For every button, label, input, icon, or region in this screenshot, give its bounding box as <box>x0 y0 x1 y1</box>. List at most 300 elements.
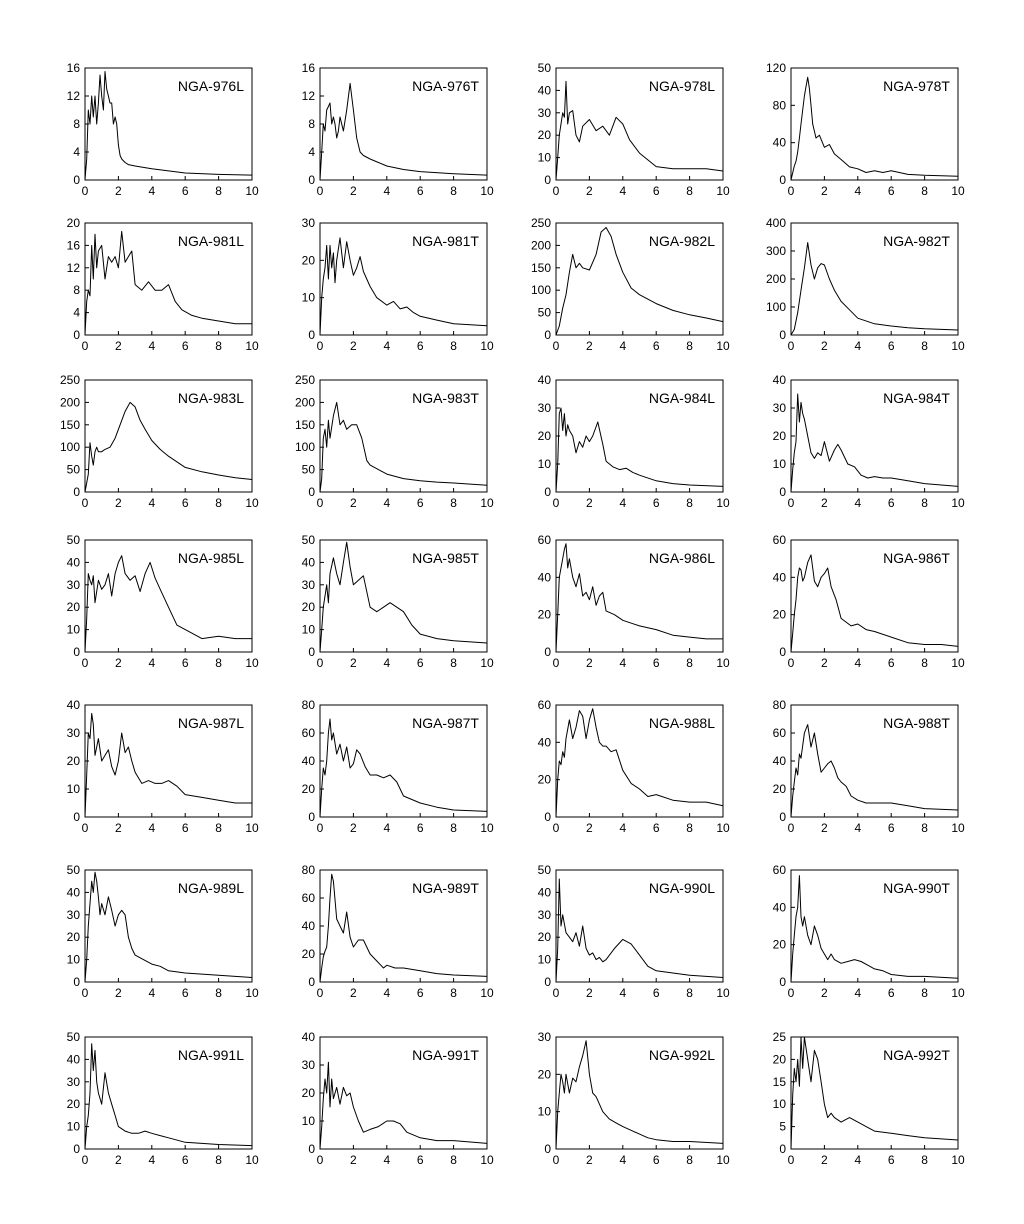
x-tick-label: 8 <box>921 656 928 670</box>
y-tick-label: 80 <box>772 698 786 712</box>
y-tick-label: 30 <box>301 1058 315 1072</box>
y-tick-label: 16 <box>301 61 315 75</box>
x-tick-label: 6 <box>652 656 660 670</box>
x-tick-label: 0 <box>787 986 795 1000</box>
x-tick-label: 6 <box>416 1153 424 1167</box>
y-tick-label: 400 <box>765 216 786 230</box>
y-tick-label: 50 <box>66 863 80 877</box>
x-tick-label: 8 <box>450 986 457 1000</box>
y-tick-label: 30 <box>66 726 80 740</box>
panel-title: NGA-989T <box>412 880 479 896</box>
y-tick-label: 0 <box>544 173 551 187</box>
y-tick-label: 10 <box>66 1119 80 1134</box>
y-tick-label: 0 <box>544 645 551 659</box>
x-tick-label: 8 <box>450 184 457 198</box>
panel-nga-987t <box>302 698 494 835</box>
y-tick-label: 0 <box>73 975 80 989</box>
x-tick-label: 0 <box>787 496 795 510</box>
x-tick-label: 2 <box>821 821 828 835</box>
x-tick-label: 8 <box>215 656 222 670</box>
x-tick-label: 2 <box>350 821 357 835</box>
y-tick-label: 20 <box>301 1086 315 1100</box>
y-tick-label: 40 <box>301 555 315 570</box>
x-tick-label: 4 <box>148 1153 156 1167</box>
y-tick-label: 40 <box>772 135 786 150</box>
panel-title: NGA-988T <box>883 715 950 731</box>
x-tick-label: 10 <box>716 986 730 1000</box>
x-tick-label: 10 <box>951 496 965 510</box>
panel-nga-991t <box>302 1030 494 1167</box>
panel-title: NGA-985T <box>412 550 479 566</box>
spectrum-line <box>320 83 487 180</box>
x-tick-label: 0 <box>316 184 324 198</box>
y-tick-label: 8 <box>73 283 80 298</box>
y-tick-label: 16 <box>66 238 80 253</box>
x-tick-label: 0 <box>552 496 560 510</box>
x-tick-label: 6 <box>652 821 660 835</box>
x-tick-label: 6 <box>887 184 895 198</box>
y-tick-label: 20 <box>772 782 786 796</box>
panel-title: NGA-981L <box>177 233 244 249</box>
x-tick-label: 10 <box>716 656 730 670</box>
panel-title: NGA-978T <box>883 78 950 94</box>
panel-nga-988l <box>538 698 730 835</box>
y-tick-label: 0 <box>779 485 786 499</box>
panel-title: NGA-981T <box>412 233 479 249</box>
panel-nga-991l <box>67 1030 259 1167</box>
panel-title: NGA-988L <box>648 715 715 731</box>
x-tick-label: 6 <box>416 496 424 510</box>
x-tick-label: 0 <box>552 656 560 670</box>
panel-nga-976t <box>302 61 494 198</box>
x-tick-label: 8 <box>450 339 457 353</box>
x-tick-label: 2 <box>350 184 357 198</box>
x-tick-label: 0 <box>81 656 89 670</box>
x-tick-label: 10 <box>480 1153 494 1167</box>
panel-title: NGA-986L <box>648 550 715 566</box>
x-tick-label: 2 <box>350 496 357 510</box>
x-tick-label: 0 <box>316 986 324 1000</box>
spectrum-line <box>320 1062 487 1149</box>
x-tick-label: 10 <box>951 1153 965 1167</box>
spectrum-line <box>85 402 252 492</box>
panel-nga-984t <box>773 373 965 510</box>
y-tick-label: 0 <box>544 328 551 342</box>
panel-nga-981l <box>67 216 259 353</box>
y-tick-label: 10 <box>537 1104 551 1119</box>
y-tick-label: 60 <box>772 726 786 740</box>
x-tick-label: 6 <box>181 184 189 198</box>
panel-nga-978l <box>538 61 730 198</box>
x-tick-label: 6 <box>887 496 895 510</box>
y-tick-label: 200 <box>530 238 551 253</box>
x-tick-label: 0 <box>316 496 324 510</box>
x-tick-label: 4 <box>854 986 862 1000</box>
y-tick-label: 40 <box>301 1030 315 1044</box>
x-tick-label: 8 <box>215 496 222 510</box>
y-tick-label: 10 <box>537 952 551 967</box>
y-tick-label: 10 <box>66 622 80 637</box>
panel-title: NGA-992T <box>883 1047 950 1063</box>
panel-title: NGA-989L <box>177 880 244 896</box>
y-tick-label: 16 <box>66 61 80 75</box>
x-tick-label: 8 <box>686 656 693 670</box>
x-tick-label: 10 <box>480 184 494 198</box>
x-tick-label: 6 <box>416 986 424 1000</box>
panel-nga-990t <box>773 863 965 1000</box>
panel-nga-989t <box>302 863 494 1000</box>
x-tick-label: 0 <box>316 821 324 835</box>
x-tick-label: 10 <box>951 184 965 198</box>
y-tick-label: 200 <box>765 272 786 286</box>
y-tick-label: 20 <box>66 600 80 615</box>
y-tick-label: 0 <box>779 975 786 989</box>
x-tick-label: 8 <box>215 184 222 198</box>
panel-nga-990l <box>538 863 730 1000</box>
x-tick-label: 4 <box>619 496 627 510</box>
y-tick-label: 10 <box>301 290 315 305</box>
x-tick-label: 0 <box>81 184 89 198</box>
x-tick-label: 2 <box>821 1153 828 1167</box>
x-tick-label: 10 <box>480 496 494 510</box>
x-tick-label: 0 <box>316 1153 324 1167</box>
y-tick-label: 0 <box>544 1142 551 1156</box>
panel-nga-984l <box>538 373 730 510</box>
x-tick-label: 2 <box>115 339 122 353</box>
y-tick-label: 50 <box>301 533 315 547</box>
panel-title: NGA-991L <box>177 1047 244 1063</box>
x-tick-label: 10 <box>245 184 259 198</box>
x-tick-label: 2 <box>115 1153 122 1167</box>
panel-nga-982t <box>766 216 965 353</box>
x-tick-label: 2 <box>350 339 357 353</box>
y-tick-label: 20 <box>301 782 315 796</box>
x-tick-label: 4 <box>854 339 862 353</box>
x-tick-label: 0 <box>81 339 89 353</box>
x-tick-label: 10 <box>245 339 259 353</box>
y-tick-label: 40 <box>301 754 315 768</box>
spectrum-line <box>320 402 487 492</box>
x-tick-label: 4 <box>619 656 627 670</box>
panel-title: NGA-984L <box>648 390 715 406</box>
x-tick-label: 2 <box>586 656 593 670</box>
y-tick-label: 20 <box>537 429 551 443</box>
y-tick-label: 10 <box>772 1097 786 1112</box>
x-tick-label: 4 <box>619 339 627 353</box>
y-tick-label: 20 <box>772 1052 786 1067</box>
y-tick-label: 300 <box>765 244 786 258</box>
y-tick-label: 0 <box>308 485 315 499</box>
x-tick-label: 2 <box>821 986 828 1000</box>
y-tick-label: 12 <box>66 89 80 103</box>
x-tick-label: 4 <box>383 184 391 198</box>
y-tick-label: 0 <box>73 1142 80 1156</box>
y-tick-label: 100 <box>530 283 551 298</box>
y-tick-label: 0 <box>308 645 315 659</box>
y-tick-label: 30 <box>66 1074 80 1089</box>
y-tick-label: 12 <box>301 89 315 103</box>
x-tick-label: 4 <box>619 986 627 1000</box>
y-tick-label: 4 <box>73 145 80 159</box>
x-tick-label: 0 <box>552 986 560 1000</box>
y-tick-label: 20 <box>301 947 315 961</box>
x-tick-label: 8 <box>921 986 928 1000</box>
y-tick-label: 100 <box>765 300 786 314</box>
spectrum-line <box>320 238 487 335</box>
y-tick-label: 10 <box>301 622 315 637</box>
x-tick-label: 6 <box>416 339 424 353</box>
y-tick-label: 20 <box>772 607 786 622</box>
x-tick-label: 8 <box>686 339 693 353</box>
panel-title: NGA-983L <box>177 390 244 406</box>
y-tick-label: 60 <box>537 698 551 712</box>
x-tick-label: 4 <box>148 986 156 1000</box>
y-tick-label: 0 <box>779 810 786 824</box>
y-tick-label: 50 <box>66 1030 80 1044</box>
y-tick-label: 0 <box>73 485 80 499</box>
x-tick-label: 10 <box>480 656 494 670</box>
x-tick-label: 4 <box>148 656 156 670</box>
spectrum-line <box>791 394 958 492</box>
x-tick-label: 4 <box>148 821 156 835</box>
x-tick-label: 10 <box>480 986 494 1000</box>
x-tick-label: 10 <box>716 1153 730 1167</box>
y-tick-label: 0 <box>308 328 315 342</box>
x-tick-label: 2 <box>586 1153 593 1167</box>
x-tick-label: 10 <box>951 339 965 353</box>
x-tick-label: 4 <box>619 821 627 835</box>
spectrum-line <box>556 81 723 180</box>
x-tick-label: 2 <box>350 986 357 1000</box>
x-tick-label: 10 <box>716 496 730 510</box>
x-tick-label: 4 <box>383 1153 391 1167</box>
panel-title: NGA-992L <box>648 1047 715 1063</box>
x-tick-label: 2 <box>115 986 122 1000</box>
panel-title: NGA-982T <box>883 233 950 249</box>
x-tick-label: 10 <box>480 821 494 835</box>
panel-title: NGA-991T <box>412 1047 479 1063</box>
spectrum-line <box>556 408 723 492</box>
x-tick-label: 8 <box>686 184 693 198</box>
x-tick-label: 8 <box>921 496 928 510</box>
panel-nga-981t <box>302 216 494 353</box>
y-tick-label: 30 <box>66 907 80 922</box>
y-tick-label: 40 <box>66 555 80 570</box>
spectrum-line <box>791 243 958 335</box>
x-tick-label: 0 <box>316 656 324 670</box>
panel-title: NGA-984T <box>883 390 950 406</box>
x-tick-label: 4 <box>383 656 391 670</box>
x-tick-label: 10 <box>951 986 965 1000</box>
x-tick-label: 4 <box>383 986 391 1000</box>
panel-nga-988t <box>773 698 965 835</box>
y-tick-label: 30 <box>537 401 551 415</box>
x-tick-label: 0 <box>552 1153 560 1167</box>
y-tick-label: 8 <box>308 117 315 131</box>
x-tick-label: 0 <box>787 1153 795 1167</box>
x-tick-label: 6 <box>181 1153 189 1167</box>
x-tick-label: 2 <box>115 821 122 835</box>
x-tick-label: 2 <box>350 1153 357 1167</box>
panel-nga-992t <box>773 1030 965 1167</box>
x-tick-label: 8 <box>921 821 928 835</box>
y-tick-label: 50 <box>537 305 551 320</box>
y-tick-label: 80 <box>772 98 786 113</box>
y-tick-label: 150 <box>530 260 551 275</box>
x-tick-label: 6 <box>652 496 660 510</box>
x-tick-label: 6 <box>887 339 895 353</box>
y-tick-label: 8 <box>73 117 80 131</box>
x-tick-label: 4 <box>854 496 862 510</box>
x-tick-label: 4 <box>383 496 391 510</box>
y-tick-label: 10 <box>537 150 551 165</box>
y-tick-label: 60 <box>301 891 315 905</box>
y-tick-label: 40 <box>772 570 786 585</box>
x-tick-label: 4 <box>383 339 391 353</box>
y-tick-label: 30 <box>772 401 786 415</box>
x-tick-label: 4 <box>383 821 391 835</box>
y-tick-label: 20 <box>66 1097 80 1112</box>
y-tick-label: 0 <box>73 645 80 659</box>
x-tick-label: 8 <box>450 821 457 835</box>
y-tick-label: 50 <box>301 462 315 477</box>
y-tick-label: 0 <box>779 173 786 187</box>
y-tick-label: 0 <box>779 328 786 342</box>
panel-title: NGA-985L <box>177 550 244 566</box>
x-tick-label: 8 <box>921 339 928 353</box>
y-tick-label: 20 <box>66 930 80 945</box>
y-tick-label: 4 <box>73 305 80 320</box>
panel-title: NGA-987T <box>412 715 479 731</box>
x-tick-label: 4 <box>854 1153 862 1167</box>
y-tick-label: 20 <box>772 429 786 443</box>
x-tick-label: 0 <box>81 1153 89 1167</box>
y-tick-label: 50 <box>66 462 80 477</box>
x-tick-label: 2 <box>821 496 828 510</box>
x-tick-label: 2 <box>115 656 122 670</box>
y-tick-label: 40 <box>772 754 786 768</box>
y-tick-label: 5 <box>779 1119 786 1134</box>
y-tick-label: 20 <box>772 937 786 952</box>
y-tick-label: 4 <box>308 145 315 159</box>
x-tick-label: 4 <box>148 496 156 510</box>
y-tick-label: 100 <box>59 440 80 455</box>
y-tick-label: 0 <box>308 810 315 824</box>
x-tick-label: 6 <box>181 656 189 670</box>
x-tick-label: 10 <box>480 339 494 353</box>
spectrum-line <box>320 719 487 817</box>
x-tick-label: 8 <box>215 986 222 1000</box>
x-tick-label: 8 <box>686 1153 693 1167</box>
y-tick-label: 20 <box>537 1067 551 1082</box>
x-tick-label: 0 <box>787 184 795 198</box>
y-tick-label: 0 <box>544 975 551 989</box>
x-tick-label: 2 <box>115 184 122 198</box>
y-tick-label: 200 <box>294 395 315 410</box>
panel-title: NGA-978L <box>648 78 715 94</box>
y-tick-label: 10 <box>301 1114 315 1128</box>
x-tick-label: 8 <box>686 496 693 510</box>
y-tick-label: 20 <box>537 930 551 945</box>
x-tick-label: 6 <box>416 184 424 198</box>
x-tick-label: 10 <box>245 656 259 670</box>
x-tick-label: 0 <box>81 496 89 510</box>
y-tick-label: 20 <box>66 754 80 768</box>
y-tick-label: 0 <box>73 810 80 824</box>
y-tick-label: 0 <box>544 810 551 824</box>
y-tick-label: 80 <box>301 863 315 877</box>
y-tick-label: 50 <box>66 533 80 547</box>
x-tick-label: 6 <box>887 656 895 670</box>
y-tick-label: 50 <box>537 863 551 877</box>
y-tick-label: 30 <box>66 577 80 592</box>
y-tick-label: 20 <box>537 128 551 143</box>
x-tick-label: 2 <box>821 656 828 670</box>
x-tick-label: 10 <box>245 821 259 835</box>
x-tick-label: 6 <box>652 1153 660 1167</box>
x-tick-label: 6 <box>652 184 660 198</box>
y-tick-label: 40 <box>772 900 786 915</box>
x-tick-label: 8 <box>921 184 928 198</box>
x-tick-label: 10 <box>951 821 965 835</box>
y-tick-label: 250 <box>294 373 315 387</box>
panel-nga-992l <box>538 1030 730 1167</box>
y-tick-label: 30 <box>537 105 551 120</box>
y-tick-label: 0 <box>308 975 315 989</box>
x-tick-label: 2 <box>586 496 593 510</box>
x-tick-label: 6 <box>181 339 189 353</box>
y-tick-label: 20 <box>537 772 551 787</box>
panel-nga-983t <box>295 373 494 510</box>
x-tick-label: 0 <box>787 339 795 353</box>
y-tick-label: 80 <box>301 698 315 712</box>
x-tick-label: 8 <box>215 339 222 353</box>
x-tick-label: 0 <box>787 656 795 670</box>
y-tick-label: 25 <box>772 1030 786 1044</box>
y-tick-label: 60 <box>301 726 315 740</box>
panel-nga-978t <box>766 61 965 198</box>
x-tick-label: 10 <box>716 821 730 835</box>
y-tick-label: 0 <box>544 485 551 499</box>
panel-title: NGA-983T <box>412 390 479 406</box>
y-tick-label: 100 <box>294 440 315 455</box>
x-tick-label: 4 <box>619 184 627 198</box>
y-tick-label: 20 <box>301 600 315 615</box>
y-tick-label: 250 <box>59 373 80 387</box>
spectrum-line <box>85 556 252 652</box>
x-tick-label: 6 <box>887 821 895 835</box>
x-tick-label: 2 <box>586 821 593 835</box>
x-tick-label: 10 <box>245 986 259 1000</box>
panel-title: NGA-976T <box>412 78 479 94</box>
panel-nga-989l <box>67 863 259 1000</box>
y-tick-label: 150 <box>294 417 315 432</box>
y-tick-label: 20 <box>66 216 80 230</box>
x-tick-label: 6 <box>416 821 424 835</box>
panel-title: NGA-986T <box>883 550 950 566</box>
x-tick-label: 6 <box>416 656 424 670</box>
x-tick-label: 10 <box>245 496 259 510</box>
x-tick-label: 4 <box>854 184 862 198</box>
x-tick-label: 6 <box>652 986 660 1000</box>
panel-nga-985t <box>302 533 494 670</box>
y-tick-label: 10 <box>537 457 551 471</box>
x-tick-label: 0 <box>81 821 89 835</box>
x-tick-label: 2 <box>586 986 593 1000</box>
y-tick-label: 20 <box>301 253 315 268</box>
y-tick-label: 40 <box>66 885 80 900</box>
y-tick-label: 200 <box>59 395 80 410</box>
